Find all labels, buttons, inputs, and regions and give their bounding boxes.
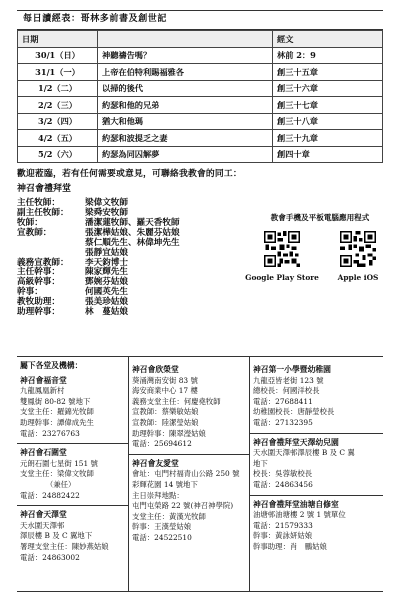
branch-detail-line: 九龍鳳凰新村 [20,386,65,396]
staff-row [17,239,249,249]
branch-name: 神召會友愛堂 [132,458,179,468]
google-play-label: Google Play Store [245,272,319,282]
staff-role: 牧師： [17,218,43,229]
reading-scripture: 林前 2：9 [273,47,383,64]
reading-scripture: 創三十七章 [273,97,383,114]
header-topic [98,31,273,48]
staff-names: 鄧婉芬姑娘 [85,277,128,288]
staff-role: 高級幹事： [17,277,60,288]
header-scripture: 經文 [273,31,383,48]
branch-detail-line: 葵涌灣南安街 83 號 [132,375,198,385]
branch-detail-line: 支堂主任：梁偉文牧師 [20,469,94,479]
header-date: 日期 [18,31,98,48]
branch-detail-line: 幼稚園校長：唐靜瑩校長 [253,407,335,417]
google-play-qr-block[interactable] [245,231,319,282]
branch-detail-line: 元朗石圍七星街 151 號 [20,458,98,468]
staff-names: 張潔樺姑娘、朱麗芬姑娘 [85,227,180,238]
table-header-row [18,31,383,48]
staff-names: 林 蔓姑娘 [85,307,128,318]
apple-ios-qr-code-icon[interactable] [340,231,376,267]
staff-row [17,308,249,318]
reading-date: 2/2（三） [18,97,98,114]
staff-list [17,199,249,318]
branch-detail-line: 宣教師：蔡樂敏姑娘 [132,407,199,417]
branch-detail-line: 地下 [253,458,268,468]
staff-names: 梁偉文牧師 [85,198,128,209]
staff-role: 副主任牧師： [17,208,69,219]
branch-detail-line: 幹事：黃詠妍姑娘 [253,531,313,541]
branch-detail-line: 屯門屯榮路 22 號(神召神學院) [132,501,234,511]
reading-date: 30/1（日） [18,47,98,64]
staff-role: 主任幹事： [17,267,60,278]
branch-detail-line: 幹事助理：肖 鵬姑娘 [253,541,327,551]
branch-name: 神召會福音堂 [20,375,67,385]
reading-date: 1/2（二） [18,80,98,97]
staff-role: 助理幹事： [17,307,60,318]
branch-divider [17,443,128,444]
branch-detail-line: 支堂主任：羅錦光牧師 [20,407,94,417]
branch-divider [129,454,249,455]
staff-role: 幹事： [17,287,43,298]
staff-names: 何國英先生 [85,287,128,298]
reading-date: 31/1（一） [18,64,98,81]
reading-date: 3/2（四） [18,113,98,130]
table-row [18,64,383,81]
staff-names: 梁舜安牧師 [85,208,128,219]
staff-names: 張靜宜姑娘 [85,247,128,258]
branches-column-2 [129,357,250,591]
table-row [18,146,383,163]
branch-detail-line: 天水圍天澤邨 [20,520,65,530]
staff-names: 陳家輝先生 [85,267,128,278]
staff-role: 宣教師： [17,227,52,238]
staff-names: 張美珍姑娘 [85,297,128,308]
staff-role: 主任牧師： [17,198,60,209]
branch-detail-line: 電話：25694612 [132,439,192,449]
branch-detail-line: 九龍亞皆老街 123 號 [253,375,324,385]
table-row [18,47,383,64]
apple-ios-label: Apple iOS [337,272,379,282]
staff-role: 義務宣教師： [17,257,69,268]
branch-divider [17,505,128,506]
branch-detail-line: 電話：24863002 [20,552,80,562]
branch-detail-line: 電話：21579333 [253,520,313,530]
reading-topic: 神聽禱告嗎？ [98,47,273,64]
branch-detail-line: 澤辰樓 B 及 C 翼地下 [20,531,93,541]
church-name: 神召會禮拜堂 [17,183,72,194]
reading-date: 5/2（六） [18,146,98,163]
branch-detail-line: 義務支堂主任：何慶堯牧師 [132,396,221,406]
app-download-area [245,213,395,282]
branch-detail-line: 天水圍天澤邨澤辰樓 B 及 C 翼 [253,448,355,458]
app-caption: 教會手機及平板電腦應用程式 [270,213,370,223]
reading-date: 4/2（五） [18,130,98,147]
branch-detail-line: 雙鳳街 80-82 號地下 [20,396,91,406]
branch-detail-line: 助理幹事：陳翠瀅姑娘 [132,428,206,438]
branch-detail-line: 電話：24863456 [253,479,313,489]
branch-detail-line: 電話：24522510 [132,532,192,542]
branch-detail-line: 油塘邨油塘樓 2 號 1 號單位 [253,510,346,520]
welcome-message: 歡迎蒞臨，若有任何需要或意見，可聯絡我教會的同工： [17,169,242,179]
branch-detail-line: 幹事：王漢瑩姑娘 [132,522,192,532]
reading-topic: 約瑟和波提乏之妻 [98,130,273,147]
reading-plan-table [17,30,383,163]
table-row [18,97,383,114]
branch-divider [250,495,383,496]
branch-detail-line: 電話：27688411 [253,396,313,406]
table-row [18,130,383,147]
branch-detail-line: （兼任） [20,479,76,489]
branch-name: 神召會欣榮堂 [132,365,179,374]
branch-detail-line: 校長：吳蓉敏校長 [253,469,313,479]
reading-topic: 以掃的後代 [98,80,273,97]
branch-detail-line: 宣教師：陸潔瑩姑娘 [132,417,199,427]
staff-row [17,278,249,288]
reading-topic: 上帝在伯特利賜福雅各 [98,64,273,81]
branches-column-1 [17,357,129,591]
reading-topic: 約瑟為同囚解夢 [98,146,273,163]
branch-detail-line: 助理幹事：譚偉成先生 [20,417,94,427]
branch-detail-line: 海安商業中心 17 樓 [132,386,198,396]
staff-names: 李天鈞博士 [85,257,128,268]
apple-ios-qr-block[interactable] [321,231,395,282]
reading-scripture: 創三十五章 [273,64,383,81]
branch-detail-line: 總校長：何國洋校長 [253,386,320,396]
branches-column-3 [250,357,383,591]
reading-scripture: 創四十章 [273,146,383,163]
table-row [18,113,383,130]
branches-heading: 屬下各堂及機構： [20,361,83,370]
branch-detail-line: 支堂主任：黃漢光牧師 [132,511,206,521]
staff-role [17,239,85,249]
branch-detail-line: 電話：23276763 [20,428,80,438]
branches-directory [17,356,383,592]
branch-detail-line: 主日崇拜地點： [132,490,184,500]
google-play-qr-code-icon[interactable] [264,231,300,267]
branch-name: 神召會石圍堂 [20,448,67,458]
reading-scripture: 創三十六章 [273,80,383,97]
reading-plan-title: 每日讀經表：哥林多前書及創世記 [17,10,383,30]
reading-scripture: 創三十八章 [273,113,383,130]
branch-detail-line: 電話：24882422 [20,490,80,500]
staff-names: 蔡仁順先生、林偉坤先生 [85,237,180,248]
reading-scripture: 創三十九章 [273,130,383,147]
branch-name: 神召會禮拜堂油塘自修室 [253,499,339,509]
staff-names: 潘潔蓮牧師、羅天香牧師 [85,218,180,229]
branch-divider [250,433,383,434]
table-row [18,80,383,97]
reading-topic: 猶大和他瑪 [98,113,273,130]
branch-name: 神召會禮拜堂天澤幼兒園 [253,437,339,447]
staff-role: 教牧助理： [17,297,60,308]
branch-name: 神召第一小學暨幼稚園 [253,365,331,374]
branch-detail-line: 彩輝花園 14 號地下 [132,479,198,489]
branch-detail-line: 會址：屯門村福青山公路 250 號 [132,469,240,479]
reading-topic: 約瑟和他的兄弟 [98,97,273,114]
branch-detail-line: 署理支堂主任：陳妙燕姑娘 [20,541,109,551]
branch-name: 神召會天澤堂 [20,510,67,520]
branch-detail-line: 電話：27132395 [253,417,313,427]
